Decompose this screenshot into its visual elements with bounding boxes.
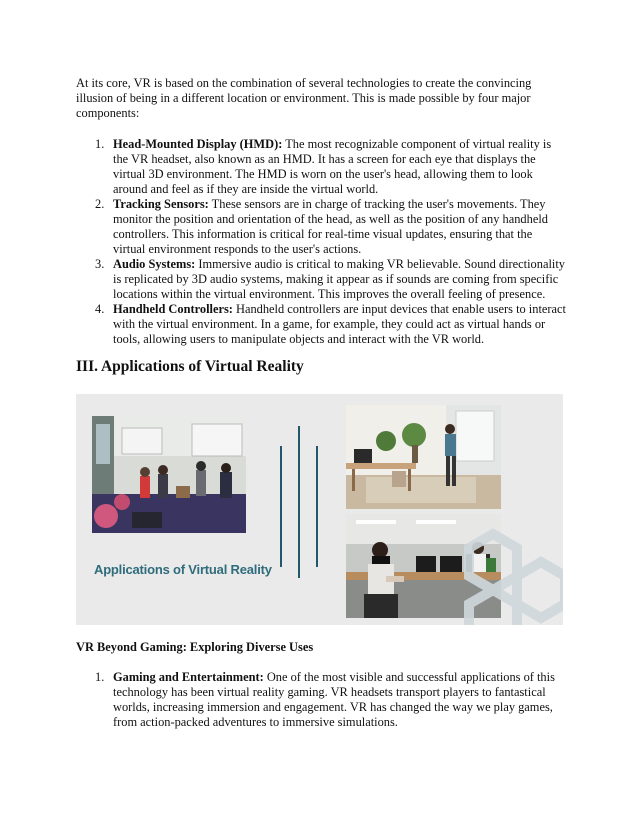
list-term: Audio Systems: bbox=[113, 257, 196, 271]
list-number: 3. bbox=[95, 257, 105, 271]
applications-banner-image bbox=[76, 394, 563, 625]
list-text: The most recognizable component of virtual reality is the VR headset, also known as an HMD. It has a screen for each eye that displays the virtual 3D environment. The HMD is worn on the user's head, allowing them to look around and feel as if they are inside the virtual world. bbox=[113, 137, 552, 196]
list-number: 4. bbox=[95, 302, 105, 316]
list-text: Immersive audio is critical to making VR believable. Sound directionality is replicated by 3D audio systems, making it appear as if sounds are coming from specific locations within the virtual environment. This improves the overall feeling of presence. bbox=[113, 257, 565, 301]
intro-paragraph: At its core, VR is based on the combination of several technologies to create the convincing illusion of being in a different location or environment. This is made possible by four major components: bbox=[76, 76, 532, 120]
list-text: One of the most visible and successful applications of this technology has been virtual reality gaming. VR headsets transport players to fantastical worlds, increasing immersion and engagement. VR has changed the way we play games, from action-packed adventures to immersive simulations. bbox=[113, 670, 555, 729]
document-body bbox=[76, 76, 566, 376]
list-item bbox=[76, 257, 566, 302]
section-heading: III. Applications of Virtual Reality bbox=[76, 358, 304, 375]
living-room-vr-photo bbox=[346, 405, 501, 509]
banner-title: Applications of Virtual Reality bbox=[94, 562, 272, 577]
uses-list bbox=[76, 670, 566, 730]
list-term: Tracking Sensors: bbox=[113, 197, 209, 211]
list-term: Gaming and Entertainment: bbox=[113, 670, 264, 684]
list-term: Head-Mounted Display (HMD): bbox=[113, 137, 283, 151]
list-number: 1. bbox=[95, 137, 105, 151]
list-item bbox=[76, 302, 566, 347]
divider-line bbox=[316, 446, 318, 567]
list-item bbox=[76, 670, 566, 730]
hexagon-pattern-icon bbox=[453, 514, 563, 625]
divider-line bbox=[298, 426, 300, 578]
list-number: 2. bbox=[95, 197, 105, 211]
list-text: Handheld controllers are input devices that enable users to interact with the virtual environment. In a game, for example, they could act as virtual hands or tools, allowing users to manipulate objects and interact with the VR world. bbox=[113, 302, 566, 346]
list-term: Handheld Controllers: bbox=[113, 302, 233, 316]
classroom-vr-photo bbox=[92, 416, 246, 533]
divider-line bbox=[280, 446, 282, 567]
list-number: 1. bbox=[95, 670, 105, 684]
subheading: VR Beyond Gaming: Exploring Diverse Uses bbox=[76, 640, 314, 654]
list-text: These sensors are in charge of tracking the user's movements. They monitor the position and orientation of the head, as well as the position of any handheld controllers. This information is critical for real-time visual updates, ensuring that the virtual environment responds to the user's actions. bbox=[113, 197, 548, 256]
list-item bbox=[76, 137, 566, 197]
list-item bbox=[76, 197, 566, 257]
components-list bbox=[76, 137, 566, 347]
